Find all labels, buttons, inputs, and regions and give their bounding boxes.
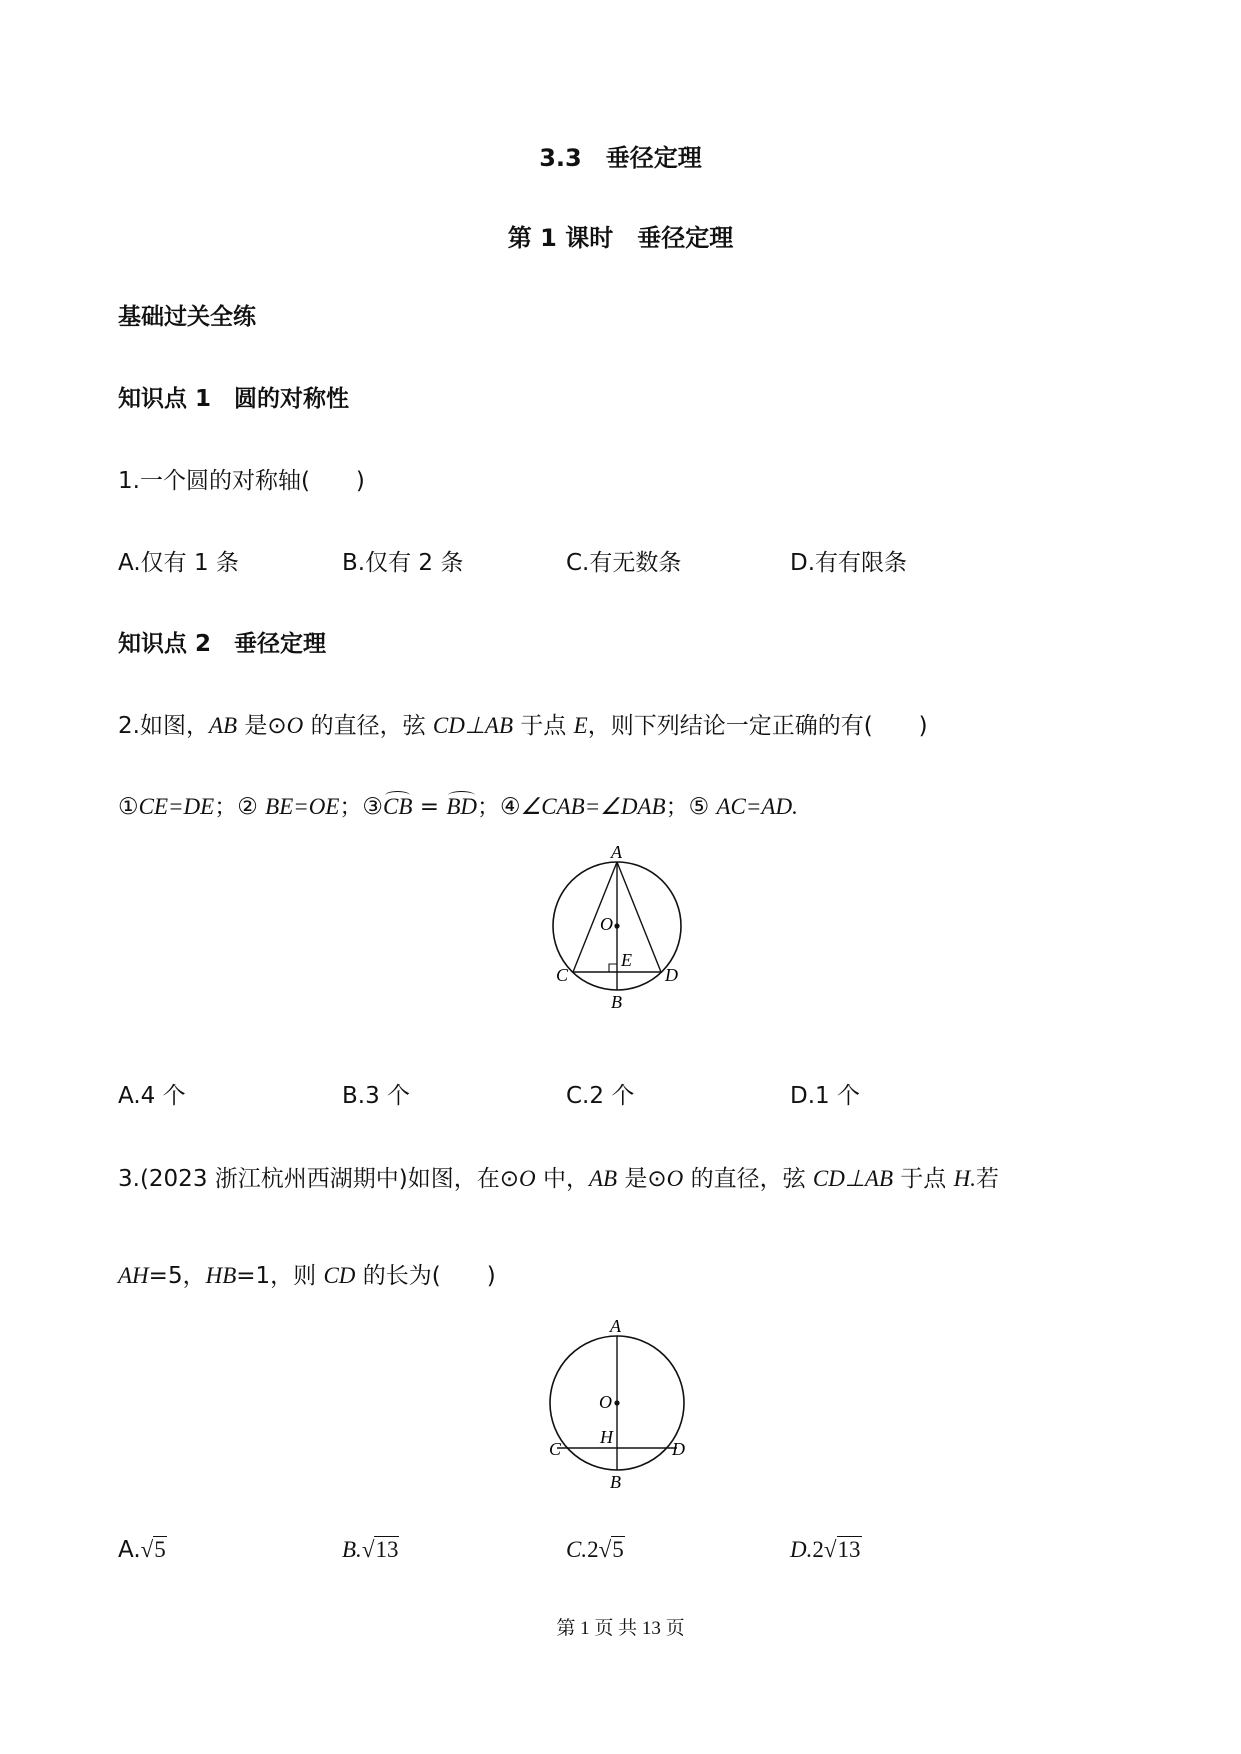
fig2-label-b: B (611, 992, 622, 1012)
q3-option-d: D.2√13 (790, 1537, 861, 1562)
q2-option-a: A.4 个 (118, 1083, 186, 1109)
fig3-label-c: C (549, 1439, 562, 1459)
question-1-stem: 1.一个圆的对称轴( ) (118, 468, 365, 494)
arc-cb: CB (383, 794, 413, 819)
question-3-stem-line-2: AH=5，HB=1，则 CD 的长为( ) (118, 1263, 496, 1289)
q3-option-b: B.√13 (342, 1537, 399, 1562)
knowledge-point-1: 知识点 1 圆的对称性 (118, 386, 350, 412)
fig3-label-d: D (672, 1439, 685, 1459)
q3-option-c: C.2√5 (566, 1537, 624, 1562)
page-footer: 第 1 页 共 13 页 (556, 1618, 685, 1639)
q1-option-c: C.有无数条 (566, 550, 682, 576)
q2-option-c: C.2 个 (566, 1083, 635, 1109)
question-3-stem-line-1: 3.(2023 浙江杭州西湖期中)如图，在⊙O 中，AB 是⊙O 的直径，弦 CD⊥AB 于点 H.若 (118, 1166, 999, 1192)
practice-heading: 基础过关全练 (118, 304, 256, 330)
fig2-label-a: A (611, 845, 622, 862)
q1-option-b: B.仅有 2 条 (342, 550, 464, 576)
q3-option-a: A.√5 (118, 1537, 166, 1563)
fig2-label-d: D (665, 965, 678, 985)
question-2-stem: 2.如图，AB 是⊙O 的直径，弦 CD⊥AB 于点 E，则下列结论一定正确的有( ) (118, 713, 928, 739)
question-3-figure (540, 1318, 700, 1498)
question-2-figure (540, 845, 700, 1020)
q1-option-a: A.仅有 1 条 (118, 550, 239, 576)
arc-bd: BD (446, 794, 478, 819)
lesson-title: 第 1 课时 垂径定理 (507, 224, 734, 252)
fig3-label-a: A (610, 1318, 621, 1336)
q1-option-d: D.有有限条 (790, 550, 908, 576)
fig2-label-o: O (600, 914, 613, 934)
knowledge-point-2: 知识点 2 垂径定理 (118, 631, 327, 657)
q2-option-b: B.3 个 (342, 1083, 411, 1109)
fig3-label-h: H (600, 1427, 613, 1447)
section-title: 3.3 垂径定理 (539, 144, 702, 172)
q2-option-d: D.1 个 (790, 1083, 860, 1109)
fig2-label-e: E (621, 950, 632, 970)
fig3-label-o: O (599, 1392, 612, 1412)
fig3-label-b: B (610, 1472, 621, 1492)
fig2-label-c: C (556, 965, 569, 985)
question-2-statements: ①CE=DE；② BE=OE；③CB = BD；④∠CAB=∠DAB；⑤ AC=AD. (118, 794, 798, 820)
